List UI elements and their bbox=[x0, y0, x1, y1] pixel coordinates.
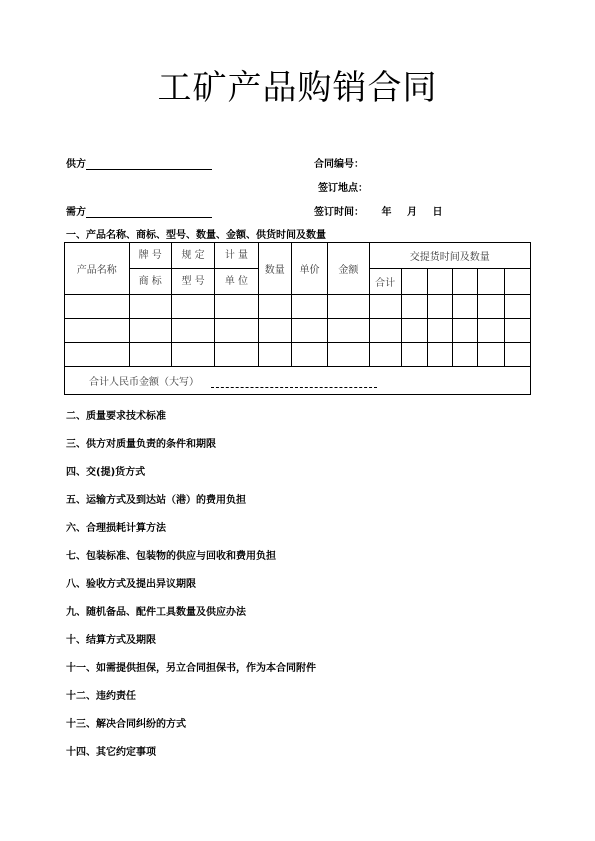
delivery-cell bbox=[401, 269, 427, 295]
col-header-unit-bottom: 单 位 bbox=[215, 269, 258, 295]
table-row[interactable] bbox=[65, 343, 531, 367]
table-cell[interactable] bbox=[504, 319, 530, 343]
table-cell[interactable] bbox=[453, 343, 478, 367]
section-3-heading: 三、供方对质量负责的条件和期限 bbox=[66, 439, 216, 450]
delivery-cell bbox=[453, 269, 478, 295]
sign-place-label: 签订地点： bbox=[318, 183, 368, 194]
table-cell[interactable] bbox=[428, 295, 453, 319]
supplier-label: 供方 bbox=[66, 159, 86, 170]
section-1-heading: 一、产品名称、商标、型号、数量、金额、供货时间及数量 bbox=[66, 230, 326, 241]
summary-row[interactable] bbox=[65, 367, 531, 395]
table-cell[interactable] bbox=[328, 343, 369, 367]
goods-table bbox=[64, 242, 531, 395]
buyer-field[interactable] bbox=[66, 203, 212, 218]
buyer-label: 需方 bbox=[66, 207, 86, 218]
section-9-heading: 九、随机备品、配件工具数量及供应办法 bbox=[66, 607, 246, 618]
col-header-brand-top: 牌 号 bbox=[129, 243, 171, 269]
table-header-row bbox=[65, 243, 531, 269]
table-cell[interactable] bbox=[453, 295, 478, 319]
sign-place-field[interactable] bbox=[318, 179, 368, 194]
col-header-delivery: 交提货时间及数量 bbox=[369, 243, 530, 269]
supplier-field[interactable] bbox=[66, 155, 212, 170]
table-cell[interactable] bbox=[478, 343, 504, 367]
col-header-price: 单价 bbox=[291, 243, 327, 295]
col-header-amount: 金额 bbox=[328, 243, 369, 295]
table-cell[interactable] bbox=[65, 319, 130, 343]
table-cell[interactable] bbox=[258, 295, 291, 319]
col-header-total: 合计 bbox=[369, 269, 401, 295]
section-4-heading: 四、交(提)货方式 bbox=[66, 467, 146, 478]
table-cell[interactable] bbox=[504, 295, 530, 319]
table-cell[interactable] bbox=[328, 295, 369, 319]
section-13-heading: 十三、解决合同纠纷的方式 bbox=[66, 719, 186, 730]
table-cell[interactable] bbox=[129, 319, 171, 343]
table-cell[interactable] bbox=[171, 295, 214, 319]
summary-amount-blank[interactable] bbox=[211, 381, 377, 388]
supplier-blank[interactable] bbox=[86, 158, 212, 170]
col-header-spec-bottom: 型 号 bbox=[171, 269, 214, 295]
section-5-heading: 五、运输方式及到达站（港）的费用负担 bbox=[66, 495, 246, 506]
table-row[interactable] bbox=[65, 295, 531, 319]
year-label: 年 bbox=[381, 207, 392, 218]
summary-label: 合计人民币金额（大写） bbox=[89, 377, 199, 388]
table-cell[interactable] bbox=[258, 343, 291, 367]
col-header-spec-top: 规 定 bbox=[171, 243, 214, 269]
sign-time-label: 签订时间： bbox=[314, 207, 364, 218]
section-6-heading: 六、合理损耗计算方法 bbox=[66, 523, 166, 534]
contract-title: 工矿产品购销合同 bbox=[157, 68, 438, 108]
table-cell[interactable] bbox=[258, 319, 291, 343]
buyer-blank[interactable] bbox=[86, 206, 212, 218]
table-cell[interactable] bbox=[291, 295, 327, 319]
table-cell[interactable] bbox=[171, 343, 214, 367]
table-cell[interactable] bbox=[369, 295, 401, 319]
section-11-heading: 十一、如需提供担保，另立合同担保书，作为本合同附件 bbox=[66, 663, 316, 674]
delivery-cell bbox=[478, 269, 504, 295]
table-cell[interactable] bbox=[401, 343, 427, 367]
table-cell[interactable] bbox=[428, 343, 453, 367]
delivery-cell bbox=[504, 269, 530, 295]
table-cell[interactable] bbox=[171, 319, 214, 343]
day-label: 日 bbox=[432, 207, 443, 218]
section-2-heading: 二、质量要求技术标准 bbox=[66, 411, 166, 422]
table-cell[interactable] bbox=[504, 343, 530, 367]
table-cell[interactable] bbox=[328, 319, 369, 343]
section-12-heading: 十二、违约责任 bbox=[66, 691, 136, 702]
table-cell[interactable] bbox=[129, 295, 171, 319]
table-cell[interactable] bbox=[291, 343, 327, 367]
table-row[interactable] bbox=[65, 319, 531, 343]
section-10-heading: 十、结算方式及期限 bbox=[66, 635, 156, 646]
col-header-unit-top: 计 量 bbox=[215, 243, 258, 269]
table-cell[interactable] bbox=[291, 319, 327, 343]
table-cell[interactable] bbox=[478, 295, 504, 319]
delivery-cell bbox=[428, 269, 453, 295]
table-cell[interactable] bbox=[401, 295, 427, 319]
col-header-brand-bottom: 商 标 bbox=[129, 269, 171, 295]
table-cell[interactable] bbox=[65, 343, 130, 367]
col-header-name: 产品名称 bbox=[65, 243, 130, 295]
contract-no-label: 合同编号： bbox=[314, 159, 364, 170]
col-header-qty: 数量 bbox=[258, 243, 291, 295]
table-cell[interactable] bbox=[369, 319, 401, 343]
summary-cell[interactable] bbox=[65, 367, 531, 395]
table-cell[interactable] bbox=[428, 319, 453, 343]
section-7-heading: 七、包装标准、包装物的供应与回收和费用负担 bbox=[66, 551, 276, 562]
sign-time-field[interactable] bbox=[314, 203, 442, 218]
table-cell[interactable] bbox=[369, 343, 401, 367]
month-label: 月 bbox=[406, 207, 417, 218]
table-cell[interactable] bbox=[401, 319, 427, 343]
table-cell[interactable] bbox=[129, 343, 171, 367]
section-14-heading: 十四、其它约定事项 bbox=[66, 747, 156, 758]
table-cell[interactable] bbox=[215, 295, 258, 319]
table-cell[interactable] bbox=[215, 343, 258, 367]
table-cell[interactable] bbox=[478, 319, 504, 343]
table-cell[interactable] bbox=[65, 295, 130, 319]
section-8-heading: 八、验收方式及提出异议期限 bbox=[66, 579, 196, 590]
contract-no-field[interactable] bbox=[314, 155, 364, 170]
table-cell[interactable] bbox=[453, 319, 478, 343]
table-cell[interactable] bbox=[215, 319, 258, 343]
